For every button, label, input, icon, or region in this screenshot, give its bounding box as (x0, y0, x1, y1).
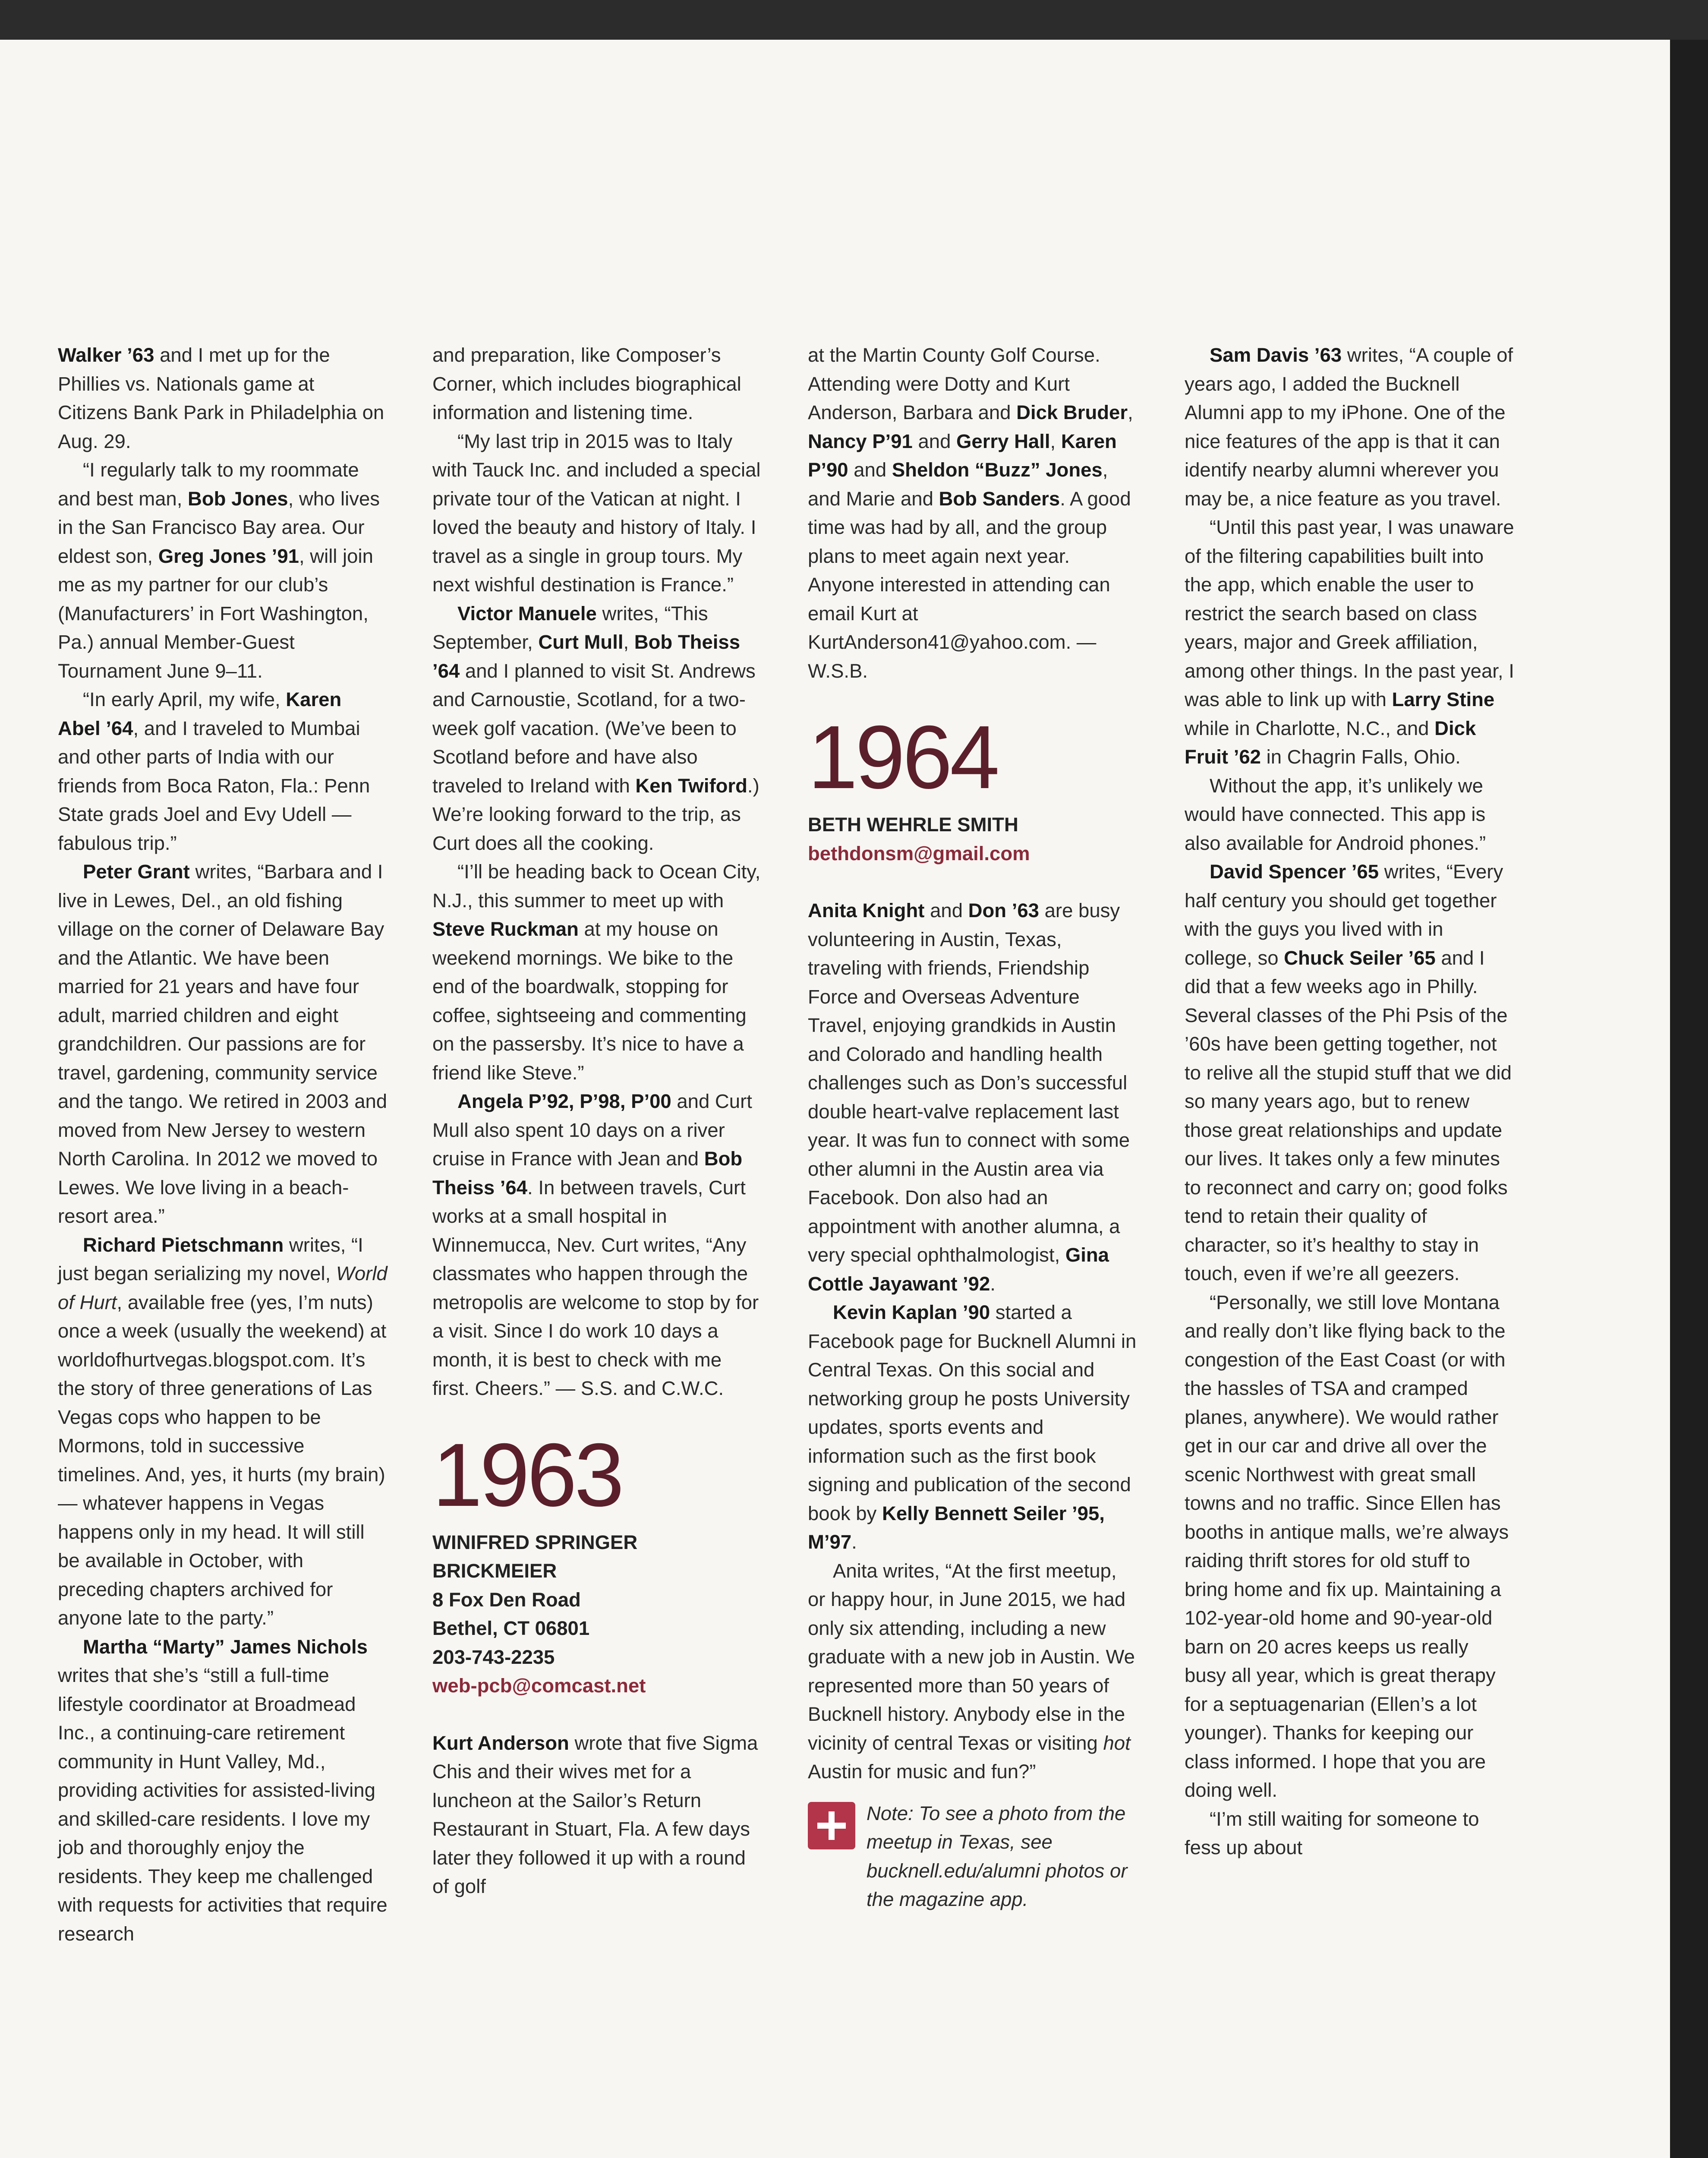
paragraph: “I regularly talk to my roommate and best man, Bob Jones, who lives in the San Francisco Bay area. Our eldest son, Greg Jones ’91, will join me as my partner for our club’s (Manufacturers’ in Fort Washington, Pa.) annual Member-Guest Tournament June 9–11. (58, 459, 380, 682)
paragraph: “Until this past year, I was unaware of the filtering capabilities built into the app, which enable the user to restrict the search based on class years, major and Greek affiliation, among other things. In the past year, I was able to link up with Larry Stine while in Charlotte, N.C., and Dick Fruit ’62 in Chagrin Falls, Ohio. (1185, 516, 1514, 768)
paragraph: “I’ll be heading back to Ocean City, N.J., this summer to meet up with Steve Ruckman at my house on weekend mornings. We bike to the end of the boardwalk, stopping for coffee, sightseeing and commenting on the passersby. It’s nice to have a friend like Steve.” (432, 861, 761, 1084)
contact-email-link[interactable]: web-pcb@comcast.net (432, 1675, 646, 1697)
photo-note (808, 1799, 1138, 1914)
paragraph: Richard Pietschmann writes, “I just began serializing my novel, World of Hurt, available free (yes, I’m nuts) once a week (usually the weekend) at worldofhurtvegas.blogspot.com. It’s the story of three generations of Las Vegas cops who happen to be Mormons, told in successive timelines. And, yes, it hurts (my brain) — whatever happens in Vegas happens only in my head. It will still be available in October, with preceding chapters archived for anyone late to the party.” (58, 1234, 388, 1629)
scan-top-border (0, 0, 1708, 40)
paragraph: David Spencer ’65 writes, “Every half century you should get together with the guys you lived with in college, so Chuck Seiler ’65 and I did that a few weeks ago in Philly. Several classes of the Phi Psis of the ’60s have been getting together, not to relive all the stupid stuff that we did so many years ago, but to renew those great relationships and update our lives. It takes only a few minutes to reconnect and carry on; good folks tend to retain their quality of character, so it’s healthy to stay in touch, even if we’re all geezers. (1185, 861, 1512, 1284)
contact-line: 203-743-2235 (432, 1646, 555, 1668)
contact-line: BETH WEHRLE SMITH (808, 814, 1018, 836)
paragraph: at the Martin County Golf Course. Attending were Dotty and Kurt Anderson, Barbara and Dick Bruder, Nancy P’91 and Gerry Hall, Karen P’90 and Sheldon “Buzz” Jones, and Marie and Bob Sanders. A good time was had by all, and the group plans to meet again next year. Anyone interested in attending can email Kurt at KurtAnderson41@yahoo.com. — W.S.B. (808, 344, 1133, 682)
column-3 (808, 341, 1138, 1914)
photo-note-text: Note: To see a photo from the meetup in Texas, see bucknell.edu/alumni photos or the magazine app. (867, 1802, 1128, 1910)
contact-line: WINIFRED SPRINGER (432, 1531, 638, 1553)
paragraph: Martha “Marty” James Nichols writes that she’s “still a full-time lifestyle coordinator at Broadmead Inc., a continuing-care retirement community in Hunt Valley, Md., providing activities for assisted-living and skilled-care residents. I love my job and thoroughly enjoy the residents. They keep me challenged with requests for activities that require research (58, 1635, 388, 1945)
plus-icon (808, 1802, 855, 1849)
contact-line: BRICKMEIER (432, 1560, 557, 1582)
paragraph: Victor Manuele writes, “This September, Curt Mull, Bob Theiss ’64 and I planned to visit St. Andrews and Carnoustie, Scotland, for a two-week golf vacation. (We’ve been to Scotland before and have also traveled to Ireland with Ken Twiford.) We’re looking forward to the trip, as Curt does all the cooking. (432, 602, 759, 854)
column-2 (432, 341, 763, 1901)
column-1 (58, 341, 388, 1948)
paragraph: Kurt Anderson wrote that five Sigma Chis and their wives met for a luncheon at the Sailor’s Return Restaurant in Stuart, Fla. A few days later they followed it up with a round of golf (432, 1732, 758, 1897)
paragraph: “I’m still waiting for someone to fess up about (1185, 1808, 1479, 1858)
paragraph: Anita writes, “At the first meetup, or happy hour, in June 2015, we had only six attending, including a new graduate with a new job in Austin. We represented more than 50 years of Bucknell history. Anybody else in the vicinity of central Texas or visiting hot Austin for music and fun?” (808, 1559, 1135, 1783)
paragraph: Without the app, it’s unlikely we would have connected. This app is also available for Android phones.” (1185, 774, 1486, 854)
contact-email-link[interactable]: bethdonsm@gmail.com (808, 842, 1030, 864)
paragraph: Walker ’63 and I met up for the Phillies vs. Nationals game at Citizens Bank Park in Philadelphia on Aug. 29. (58, 344, 384, 452)
contact-line: Bethel, CT 06801 (432, 1617, 590, 1639)
class-reporter-contact (432, 1528, 763, 1701)
paragraph: “Personally, we still love Montana and really don’t like flying back to the congestion of the East Coast (or with the hassles of TSA and cramped planes, anywhere). We would rather get in our car and drive all over the scenic Northwest with great small towns and no traffic. Since Ellen has booths in antique malls, we’re always raiding thrift stores for old stuff to bring home and fix up. Maintaining a 102-year-old home and 90-year-old barn on 20 acres keeps us really busy all year, which is great therapy for a septuagenarian (Ellen’s a lot younger). Thanks for keeping our class informed. I hope that you are doing well. (1185, 1291, 1509, 1801)
paragraph: Angela P’92, P’98, P’00 and Curt Mull also spent 10 days on a river cruise in France with Jean and Bob Theiss ’64. In between travels, Curt works at a small hospital in Winnemucca, Nev. Curt writes, “Any classmates who happen through the metropolis are welcome to stop by for a visit. Since I do work 10 days a month, it is best to check with me first. Cheers.” — S.S. and C.W.C. (432, 1090, 759, 1399)
paragraph: and preparation, like Composer’s Corner, which includes biographical information and listening time. (432, 344, 741, 423)
scan-right-border (1670, 40, 1708, 2158)
paragraph: Anita Knight and Don ’63 are busy volunteering in Austin, Texas, traveling with friends, Friendship Force and Overseas Adventure Travel, enjoying grandkids in Austin and Colorado and handling health challenges such as Don’s successful double heart-valve replacement last year. It was fun to connect with some other alumni in the Austin area via Facebook. Don also had an appointment with another alumna, a very special ophthalmologist, Gina Cottle Jayawant ’92. (808, 899, 1130, 1295)
column-4 (1185, 341, 1515, 1862)
paragraph: Peter Grant writes, “Barbara and I live in Lewes, Del., an old fishing village on the corner of Delaware Bay and the Atlantic. We have been married for 21 years and have four adult, married children and eight grandchildren. Our passions are for travel, gardening, community service and the tango. We retired in 2003 and moved from New Jersey to western North Carolina. In 2012 we moved to Lewes. We love living in a beach-resort area.” (58, 861, 388, 1227)
spacer (432, 1701, 763, 1729)
paragraph: “In early April, my wife, Karen Abel ’64, and I traveled to Mumbai and other parts of India with our friends from Boca Raton, Fla.: Penn State grads Joel and Evy Udell — fabulous trip.” (58, 688, 370, 854)
spacer (808, 868, 1138, 896)
paragraph: “My last trip in 2015 was to Italy with Tauck Inc. and included a special private tour of the Vatican at night. I loved the beauty and history of Italy. I travel as a single in group tours. My next wishful destination is France.” (432, 430, 761, 596)
paragraph: Sam Davis ’63 writes, “A couple of years ago, I added the Bucknell Alumni app to my iPhone. One of the nice features of the app is that it can identify nearby alumni wherever you may be, a nice feature as you travel. (1185, 344, 1513, 510)
paragraph: Kevin Kaplan ’90 started a Facebook page for Bucknell Alumni in Central Texas. On this social and networking group he posts University updates, sports events and information such as the first book signing and publication of the second book by Kelly Bennett Seiler ’95, M’97. (808, 1301, 1137, 1553)
class-year-heading: 1963 (432, 1425, 622, 1525)
class-year-heading: 1964 (808, 707, 997, 808)
contact-line: 8 Fox Den Road (432, 1588, 581, 1611)
class-reporter-contact (808, 811, 1138, 868)
